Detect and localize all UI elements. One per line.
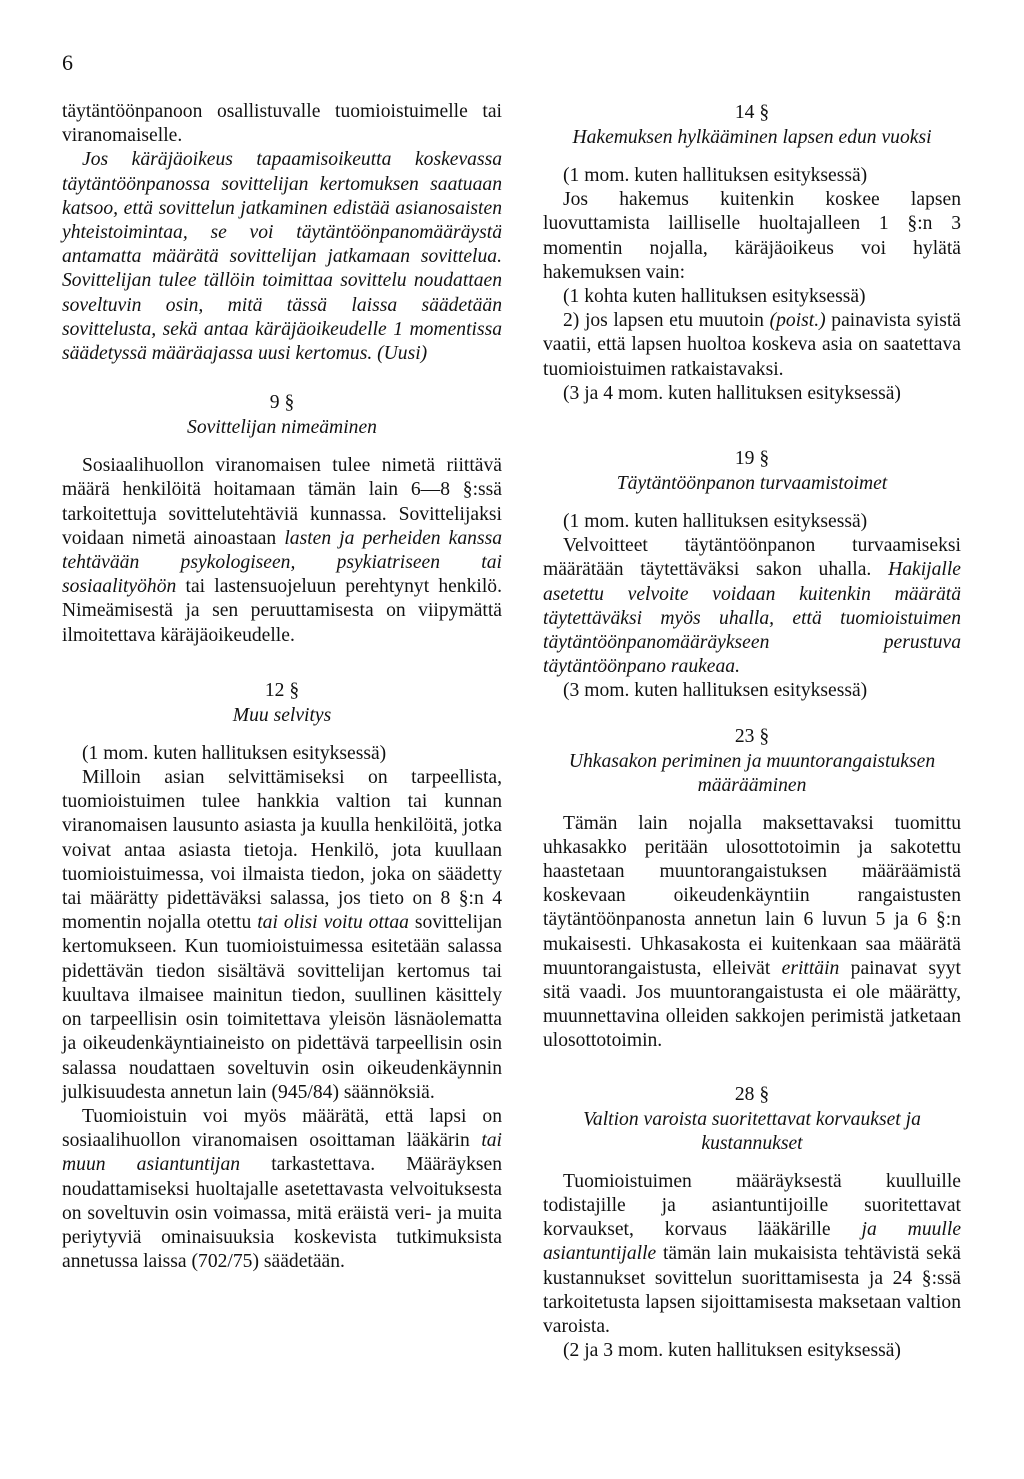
text-run: painavat syyt sitä vaadi. Jos muuntorangaistusta ei ole määrätty, muunnettavina olleiden sakkojen perimistä jatketaan ulosottotoimin. — [543, 957, 961, 1052]
section-19 — [543, 446, 961, 496]
text-run: 2) jos lapsen etu muutoin — [563, 310, 770, 332]
section-title: Uhkasakon periminen ja muuntorangaistuksen määrääminen — [568, 750, 936, 796]
section-number: 12 § — [264, 679, 300, 701]
section-title: Valtion varoista suoritettavat korvaukset ja kustannukset — [583, 1108, 921, 1154]
section-title: Muu selvitys — [232, 704, 332, 726]
text-run: painavista syistä vaatii, että lapsen huoltoa koskeva asia on saatettava tuomioistuimen ratkaistavaksi. — [543, 310, 961, 380]
section-14-paragraph: Jos hakemus kuitenkin koskee lapsen luovuttamista lailliselle huoltajalleen 1 §:n 3 momentin nojalla, käräjäoikeus voi hylätä hakemuksen vain: — [543, 189, 961, 283]
section-number: 9 § — [269, 392, 295, 414]
text-run: Tuomioistuin voi myös määrätä, että lapsi on sosiaalihuollon viranomaisen osoittaman lääkärin — [62, 1105, 502, 1152]
text-run: sovittelijan kertomukseen. Kun tuomioistuimessa esitetään salassa pidettävän tiedon sisältävä sovittelijan kertomus tai kuultava ilmaisee mainitun tiedon, suullinen käsittely on tarpeellisin osin toimitettava yleisön läsnäolematta ja oikeudenkäyntiaineisto on pidettävä tarpeellisin osin salassa noudattaen soveltuvin osin oikeudenkäynnin julkisuudesta annetun lain (945/84) säännöksiä. — [62, 912, 502, 1103]
section-note: (2 ja 3 mom. kuten hallituksen esityksessä) — [563, 1340, 901, 1362]
section-note: (3 mom. kuten hallituksen esityksessä) — [563, 680, 868, 702]
section-note: (1 mom. kuten hallituksen esityksessä) — [82, 742, 387, 764]
text-run: Tämän lain nojalla maksettavaksi tuomittu uhkasakko peritään ulosottotoimin ja sakotettu haastetaan muuntorangaistuksen määräämistä koskevaan oikeudenkäyntiin rangaistusten täytäntöönpanosta annetun lain 6 luvun 5 ja 6 §:n mukaisesti. Uhkasakosta ei kuitenkaan saa määrätä muuntorangaistusta, elleivät — [543, 812, 961, 979]
intro-paragraph — [62, 100, 502, 148]
text-run: lasten ja perheiden kanssa tehtävään psykologiseen, psykiatriseen tai sosiaalityöhön — [62, 527, 502, 598]
section-number: 28 § — [734, 1083, 770, 1105]
section-number: 23 § — [734, 725, 770, 747]
text-run: tai olisi voitu ottaa — [257, 912, 409, 934]
text-run: Hakijalle asetettu velvoite voidaan kuitenkin määrätä täytettäväksi myös uhalla, että tuomioistuimen täytäntöönpanomääräykseen perustuva täytäntöönpano raukeaa. — [543, 559, 961, 678]
text-run: tämän lain mukaisista tehtävistä sekä kustannukset sovittelun suorittamisesta ja 24 §:ssä tarkoitetusta lapsen sijoittamisesta maksetaan valtion varoista. — [543, 1243, 961, 1337]
text-run: tai muun asiantuntijan — [62, 1130, 502, 1176]
text-run: Sosiaalihuollon viranomaisen tulee nimetä riittävä määrä henkilöitä hoitamaan tämän lain 6—8 §:ssä tarkoitettuja sovittelutehtäviä kunnassa. Sovittelijaksi voidaan nimetä ainoastaan — [62, 455, 502, 549]
section-title: Hakemuksen hylkääminen lapsen edun vuoksi — [572, 127, 932, 148]
text-run: Velvoitteet täytäntöönpanon turvaamiseksi määrätään täytettäväksi sakon uhalla. — [543, 535, 961, 581]
section-23 — [543, 724, 961, 798]
text-run: erittäin — [781, 957, 840, 979]
section-number: 14 § — [734, 102, 770, 123]
section-12-paragraph-1 — [62, 766, 502, 1105]
amendment-text: Jos käräjäoikeus tapaamisoikeutta koskevassa täytäntöönpanossa sovittelijan kertomuksen saatuaan katsoo, että sovittelun jatkaminen edistää asianosaisten yhteistoimintaa, se voi täytäntöönpanomääräystä antamatta määrätä sovittelijan jatkamaan sovittelua. Sovittelijan tulee tällöin toimittaa sovittelu noudattaen soveltuvin osin, mitä tässä laissa säädetään sovittelusta, sekä antaa käräjäoikeudelle 1 momentissa säädetyssä määräajassa uusi kertomus. (Uusi) — [62, 149, 502, 365]
section-note: (3 ja 4 mom. kuten hallituksen esityksessä) — [563, 382, 901, 404]
right-column — [543, 100, 961, 1363]
intro-text: täytäntöönpanoon osallistuvalle tuomioistuimelle tai viranomaiselle. — [62, 101, 502, 147]
text-run: Tuomioistuimen määräyksestä kuulluille todistajille ja asiantuntijoille suoritettavat korvaukset, korvaus lääkärille — [543, 1170, 961, 1241]
text-run: tai lastensuojeluun perehtynyt henkilö. Nimeämisestä ja sen peruuttamisesta on viipymättä ilmoitettava käräjäoikeudelle. — [62, 576, 502, 646]
section-12-paragraph-2 — [62, 1105, 502, 1274]
section-number: 19 § — [734, 448, 770, 470]
text-run: ja muulle asiantuntijalle — [543, 1219, 962, 1265]
section-9-text — [62, 454, 502, 648]
section-14 — [543, 100, 961, 150]
text-run: Milloin asian selvittämiseksi on tarpeellista, tuomioistuimen tulee hankkia valtion tai kunnan viranomaisen lausunto asiasta ja kuulla henkilöitä, jotka voivat antaa asiasta tietoja. Henkilö, jota kuullaan tuomioistuimessa, voi ilmaista tiedon, joka on säädetty tai määrätty pidettäväksi salassa, jos tieto on 8 §:n 4 momentin nojalla otettu — [62, 767, 502, 934]
list-item-1: (1 kohta kuten hallituksen esityksessä) — [563, 286, 866, 308]
section-12 — [62, 678, 502, 728]
section-note: (1 mom. kuten hallituksen esityksessä) — [563, 511, 868, 533]
section-23-paragraph — [543, 812, 961, 1054]
list-item-2 — [543, 309, 961, 382]
section-title: Täytäntöönpanon turvaamistoimet — [616, 473, 888, 495]
section-19-paragraph — [543, 534, 961, 679]
section-28-paragraph — [543, 1170, 961, 1339]
page-number: 6 — [62, 50, 73, 75]
section-9 — [62, 390, 502, 440]
section-28 — [543, 1082, 961, 1156]
text-run: tarkastettava. Määräyksen noudattamiseksi huoltajalle asetettavasta velvoituksesta on soveltuvin osin voimassa, mitä eräistä veri- ja muita periytyviä ominaisuuksia koskevista tutkimuksista annetussa laissa (702/75) säädetään. — [62, 1154, 502, 1273]
left-column — [62, 100, 502, 1274]
amendment-paragraph — [62, 148, 502, 366]
text-run: (poist.) — [769, 310, 826, 332]
section-title: Sovittelijan nimeäminen — [187, 417, 377, 439]
section-note: (1 mom. kuten hallituksen esityksessä) — [563, 165, 868, 186]
